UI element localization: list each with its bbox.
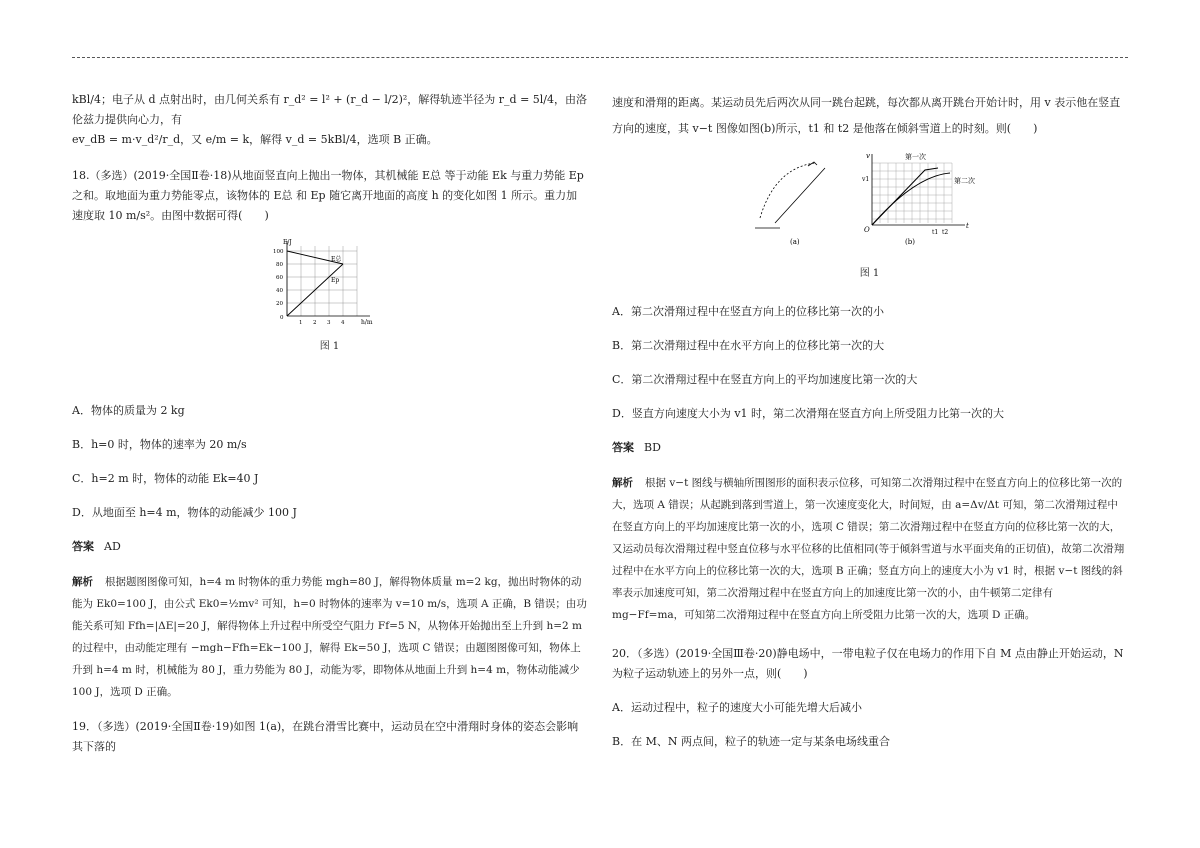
q18-figure-caption: 图 1: [319, 341, 340, 352]
q18-figure: [72, 236, 587, 357]
q19-option-b: B．第二次滑翔过程中在水平方向上的位移比第一次的大: [612, 339, 885, 352]
prev-solution-line-1: kBl/4；电子从 d 点射出时，由几何关系有 r_d² = l² + (r_d − l/2)²，解得轨迹半径为 r_d = 5l/4，由洛伦兹力提供向心力，有: [72, 93, 588, 126]
first-jump-label: 第一次: [904, 153, 926, 161]
y-tick: 80: [275, 262, 283, 268]
x-tick: 1: [298, 320, 302, 326]
q18-analysis: 解析 根据题图图像可知，h=4 m 时物体的重力势能 mgh=80 J，解得物体质量 m=2 kg，抛出时物体的动能为 Ek0=100 J，由公式 Ek0=½mv² 可知，h=0 时物体的速率为 v=10 m/s，选项 A 正确，B 错误；由功能关系可知 Ffh=|ΔE|=20 J，解得物体上升过程中所受空气阻力 Ff=5 N，从物体开始抛出至上升到 h=2 m 的过程中，由动能定理有 −mgh−Ffh=Ek−100 J，解得 Ek=50 J，选项 C 错误；由题图图像可知，物体上升到 h=4 m 时，机械能为 80 J，重力势能为 80 J，动能为零，即物体从地面上升到 h=4 m，物体动能减少 100 J，选项 D 正确。: [72, 576, 587, 698]
chart-grid: [287, 246, 357, 316]
q19-option-c: C．第二次滑翔过程中在竖直方向上的平均加速度比第一次的大: [612, 373, 918, 386]
figure-a-label: (a): [789, 238, 800, 246]
total-energy-label: E总: [330, 256, 341, 263]
energy-height-chart: [265, 236, 395, 331]
q20-option-b: B．在 M、N 两点间，粒子的轨迹一定与某条电场线重合: [612, 735, 890, 748]
x-axis-label: h/m: [360, 319, 373, 326]
slope-line: [775, 168, 825, 223]
x-tick: 2: [312, 320, 316, 326]
q18-option-b: B．h=0 时，物体的速率为 20 m/s: [72, 438, 247, 451]
second-jump-curve: [872, 173, 950, 225]
t1-label: t1: [931, 229, 938, 236]
x-tick: 3: [326, 320, 330, 326]
q18-option-d: D．从地面至 h=4 m，物体的动能减少 100 J: [72, 506, 297, 519]
ski-jump-figure: [750, 148, 990, 248]
second-jump-label: 第二次: [953, 177, 975, 185]
y-tick: 20: [275, 301, 283, 307]
q19-figure: [612, 148, 1127, 284]
q19-option-d: D．竖直方向速度大小为 v1 时，第二次滑翔在竖直方向上所受阻力比第一次的大: [612, 407, 1005, 420]
vt-grid: [872, 163, 952, 223]
origin-label: O: [863, 226, 870, 234]
q20-option-a: A．运动过程中，粒子的速度大小可能先增大后减小: [612, 701, 862, 714]
q19-figure-caption: 图 1: [859, 268, 880, 279]
x-tick: 4: [340, 320, 344, 326]
prev-solution-line-2: ev_dB = m·v_d²/r_d，又 e/m = k，解得 v_d = 5kBl/4，选项 B 正确。: [72, 133, 438, 146]
q19-analysis: 解析 根据 v−t 图线与横轴所围图形的面积表示位移，可知第二次滑翔过程中在竖直方向上的位移比第一次的大，选项 A 错误；从起跳到落到雪道上，第一次速度变化大，时间短，由 a=Δv/Δt 可知，第二次滑翔过程中在竖直方向上的平均加速度比第一次的小，选项 C 错误；第二次滑翔过程中在竖直方向的位移比第一次的大，又运动员每次滑翔过程中竖直位移与水平位移的比值相同(等于倾斜雪道与水平面夹角的正切值)，故第二次滑翔过程中在水平方向上的位移比第一次的大，选项 B 正确；竖直方向上的速度大小为 v1 时，根据 v−t 图线的斜率表示加速度可知，第二次滑翔过程中在竖直方向上的加速度比第一次的小，由牛顿第二定律有 mg−Ff=ma，可知第二次滑翔过程中在竖直方向上所受阻力比第一次的大，选项 D 正确。: [612, 477, 1125, 621]
right-column: [612, 90, 1127, 752]
y-tick: 100: [272, 249, 283, 255]
q18-option-c: C．h=2 m 时，物体的动能 Ek=40 J: [72, 472, 259, 485]
potential-energy-label: Ep: [330, 277, 339, 284]
q19-answer: 答案 BD: [612, 441, 661, 454]
left-column: [72, 90, 587, 757]
y-tick: 60: [275, 275, 283, 281]
q18-stem: 18.（多选）(2019·全国Ⅱ卷·18)从地面竖直向上抛出一物体，其机械能 E总 等于动能 Ek 与重力势能 Ep 之和。取地面为重力势能零点，该物体的 E总 和 Ep 随它离开地面的高度 h 的变化如图 1 所示。重力加速度取 10 m/s²。由图中数据可得( ): [72, 169, 584, 222]
y-axis-label: E/J: [282, 239, 292, 246]
q19-option-a: A．第二次滑翔过程中在竖直方向上的位移比第一次的小: [612, 305, 884, 318]
q18-answer: 答案 AD: [72, 540, 121, 553]
q20-stem: 20．（多选）(2019·全国Ⅲ卷·20)静电场中，一带电粒子仅在电场力的作用下自 M 点由静止开始运动，N 为粒子运动轨迹上的另外一点，则( ): [612, 647, 1124, 680]
y-tick: 40: [275, 288, 283, 294]
q19-stem-start: 19．（多选）(2019·全国Ⅱ卷·19)如图 1(a)，在跳台滑雪比赛中，运动员在空中滑翔时身体的姿态会影响其下落的: [72, 720, 579, 753]
y-tick: 0: [279, 315, 283, 321]
figure-b-label: (b): [904, 238, 915, 246]
t2-label: t2: [941, 229, 948, 236]
v1-label: v1: [861, 176, 869, 183]
t-axis-label: t: [965, 222, 969, 230]
q18-option-a: A．物体的质量为 2 kg: [72, 404, 185, 417]
v-axis-label: v: [865, 152, 870, 160]
header-rule: [72, 57, 1128, 58]
q19-stem-cont: 速度和滑翔的距离。某运动员先后两次从同一跳台起跳，每次都从离开跳台开始计时，用 v 表示他在竖直方向的速度，其 v−t 图像如图(b)所示，t1 和 t2 是他落在倾斜雪道上的时刻。则( ): [612, 96, 1121, 135]
